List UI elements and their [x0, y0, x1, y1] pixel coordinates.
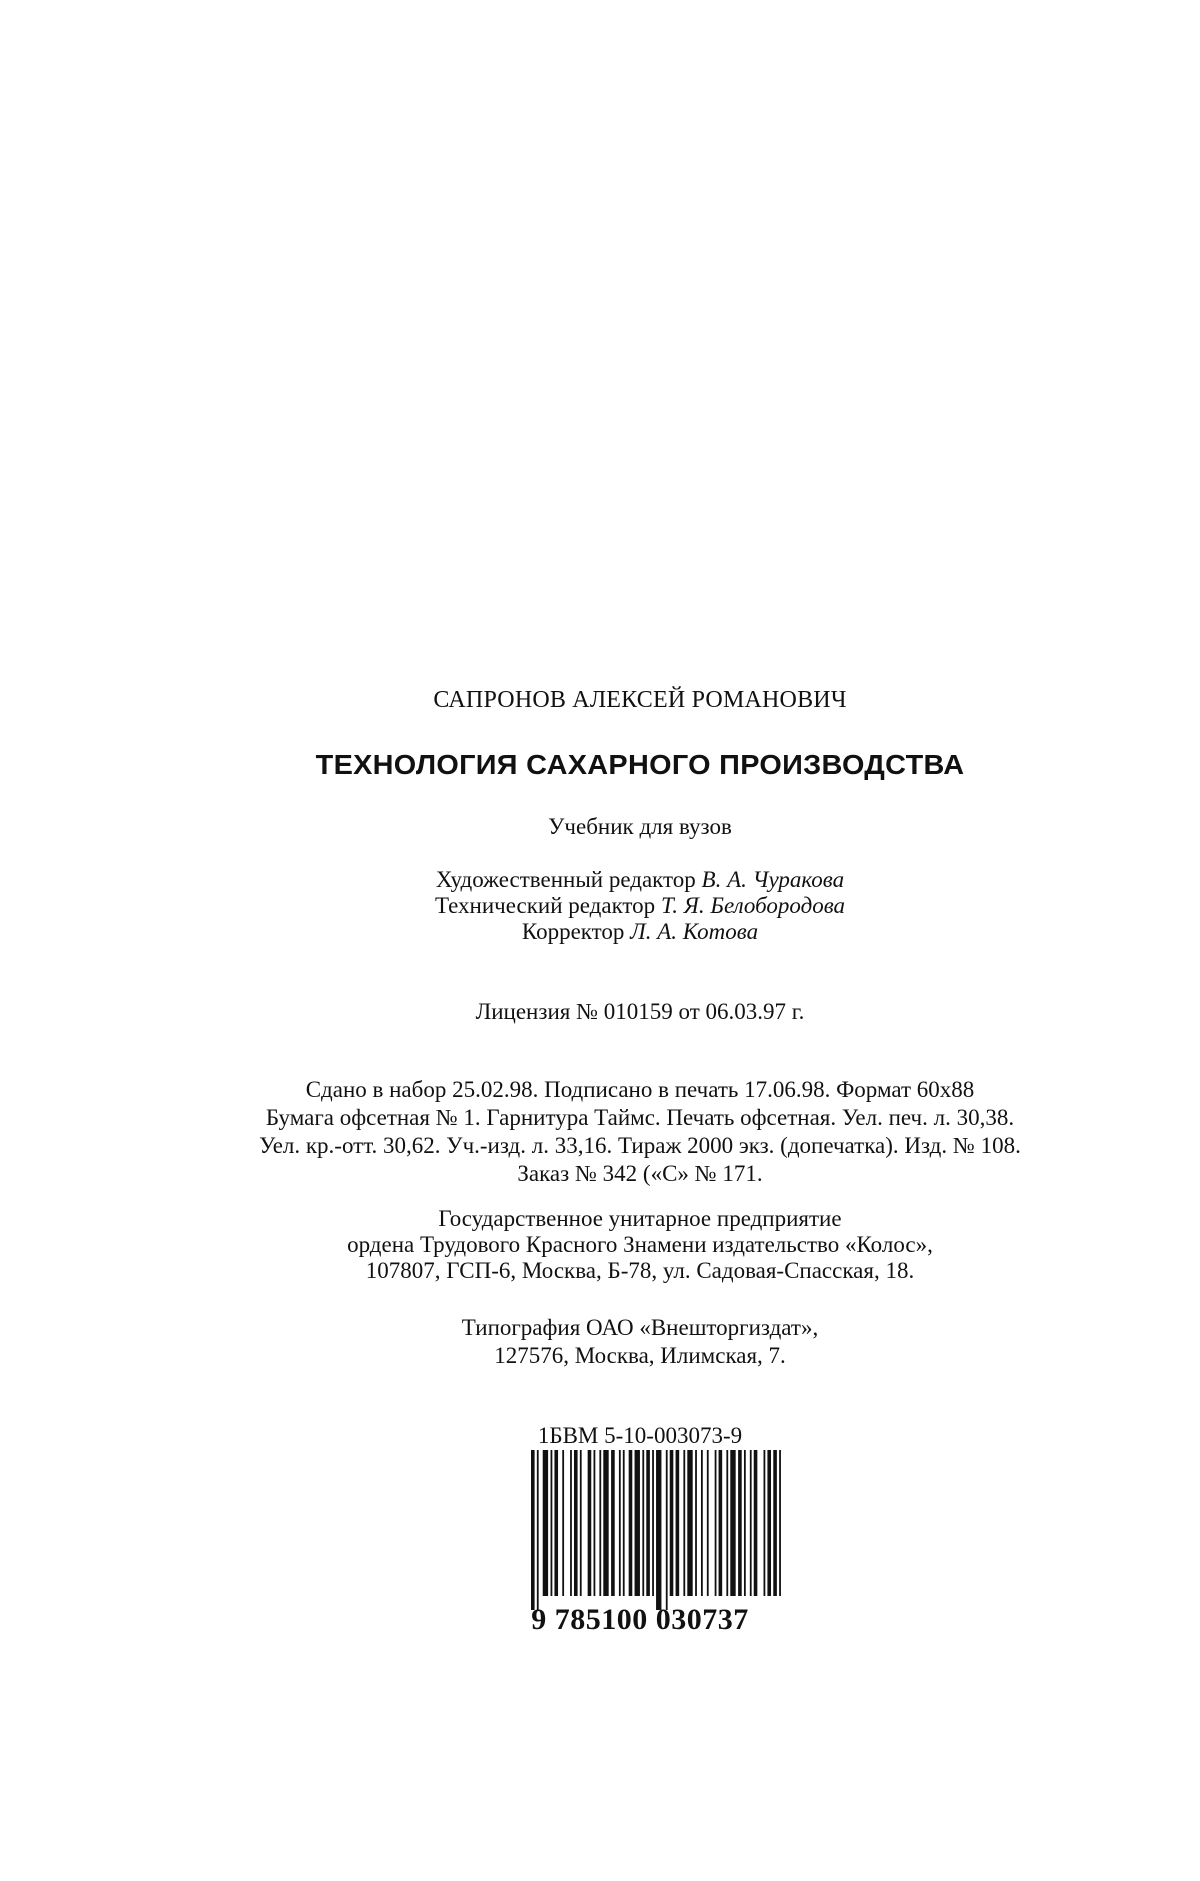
- author-name: САПРОНОВ АЛЕКСЕЙ РОМАНОВИЧ: [433, 687, 847, 713]
- barcode-bar: [719, 1450, 723, 1596]
- barcode-bar: [588, 1450, 592, 1596]
- barcode-bar: [707, 1450, 709, 1596]
- art-editor-name: В. А. Чуракова: [701, 867, 845, 892]
- barcode-bar: [646, 1450, 650, 1596]
- barcode-bar: [730, 1450, 735, 1596]
- barcode-bar: [773, 1450, 777, 1596]
- barcode-bar: [531, 1450, 535, 1610]
- license-line: Лицензия № 010159 от 06.03.97 г.: [475, 999, 805, 1024]
- barcode-bar: [767, 1450, 771, 1596]
- barcode-bar: [623, 1450, 625, 1596]
- barcode-bar: [676, 1450, 680, 1596]
- barcode-bar: [611, 1450, 615, 1596]
- isbn-barcode-icon: [531, 1450, 785, 1610]
- barcode-bar: [599, 1450, 601, 1596]
- barcode-bar: [754, 1450, 758, 1596]
- barcode-bar: [580, 1450, 582, 1596]
- imprint-line: Сдано в набор 25.02.98. Подписано в печать 17.06.98. Формат 60x88: [305, 1077, 975, 1102]
- art-editor-line: [0, 867, 1200, 893]
- editorial-staff: [0, 867, 1200, 945]
- barcode-bar: [635, 1450, 640, 1596]
- barcode-bar: [543, 1450, 548, 1596]
- imprint-line: Бумага офсетная № 1. Гарнитура Таймс. Печать офсетная. Уел. печ. л. 30,38.: [265, 1105, 1015, 1130]
- publisher-block: [0, 1206, 1200, 1284]
- barcode-bar: [687, 1450, 692, 1596]
- publisher-line: 107807, ГСП-6, Москва, Б-78, ул. Садовая-Спасская, 18.: [365, 1258, 915, 1283]
- barcode-bar: [570, 1450, 572, 1596]
- barcode-bar: [701, 1450, 703, 1596]
- tech-editor-name: Т. Я. Белобородова: [660, 893, 846, 918]
- barcode-bar: [603, 1450, 608, 1596]
- barcode-bar: [554, 1450, 558, 1596]
- barcode-bar: [594, 1450, 596, 1596]
- barcode-bar: [619, 1450, 621, 1596]
- barcode-bar: [642, 1450, 644, 1596]
- barcode-bar: [666, 1450, 668, 1610]
- tech-editor-line: [0, 893, 1200, 919]
- barcode-bar: [629, 1450, 633, 1596]
- barcode-bar: [551, 1450, 553, 1596]
- imprint-line: Заказ № 342 («С» № 171.: [517, 1161, 763, 1186]
- barcode-bar: [764, 1450, 766, 1596]
- printer-block: [0, 1314, 1200, 1370]
- printer-line: 127576, Москва, Илимская, 7.: [494, 1343, 786, 1368]
- barcode-bar: [695, 1450, 697, 1596]
- printer-line: Типография ОАО «Внешторгиздат»,: [461, 1315, 819, 1340]
- art-editor-role: Художественный редактор: [435, 867, 696, 892]
- corrector-line: [0, 919, 1200, 945]
- barcode-bar: [715, 1450, 717, 1596]
- book-subtitle: Учебник для вузов: [548, 814, 732, 839]
- corrector-role: Корректор: [521, 919, 625, 944]
- barcode-bar: [562, 1450, 564, 1596]
- isbn-text: 1БВМ 5-10-003073-9: [537, 1423, 743, 1448]
- barcode-bar: [726, 1450, 728, 1596]
- barcode-bar: [656, 1450, 661, 1610]
- barcode-bar: [683, 1450, 685, 1596]
- barcode-bar: [537, 1450, 539, 1610]
- imprint-block: [0, 1076, 1200, 1188]
- barcode-bar: [574, 1450, 578, 1596]
- publisher-line: Государственное унитарное предприятие: [438, 1206, 842, 1231]
- barcode-bar: [738, 1450, 742, 1596]
- barcode-bar: [779, 1450, 781, 1596]
- barcode-bar: [744, 1450, 746, 1596]
- barcode-bar: [750, 1450, 752, 1596]
- publisher-line: ордена Трудового Красного Знамени издательство «Колос»,: [347, 1232, 933, 1257]
- tech-editor-role: Технический редактор: [434, 893, 656, 918]
- corrector-name: Л. А. Котова: [630, 919, 759, 944]
- barcode-number: 9 785100 030737: [531, 1603, 749, 1636]
- barcode-bar: [670, 1450, 674, 1596]
- imprint-line: Уел. кр.-отт. 30,62. Уч.-изд. л. 33,16. Тираж 2000 экз. (допечатка). Изд. № 108.: [259, 1133, 1021, 1158]
- book-title: ТЕХНОЛОГИЯ САХАРНОГО ПРОИЗВОДСТВА: [315, 749, 965, 780]
- barcode-bar: [652, 1450, 654, 1596]
